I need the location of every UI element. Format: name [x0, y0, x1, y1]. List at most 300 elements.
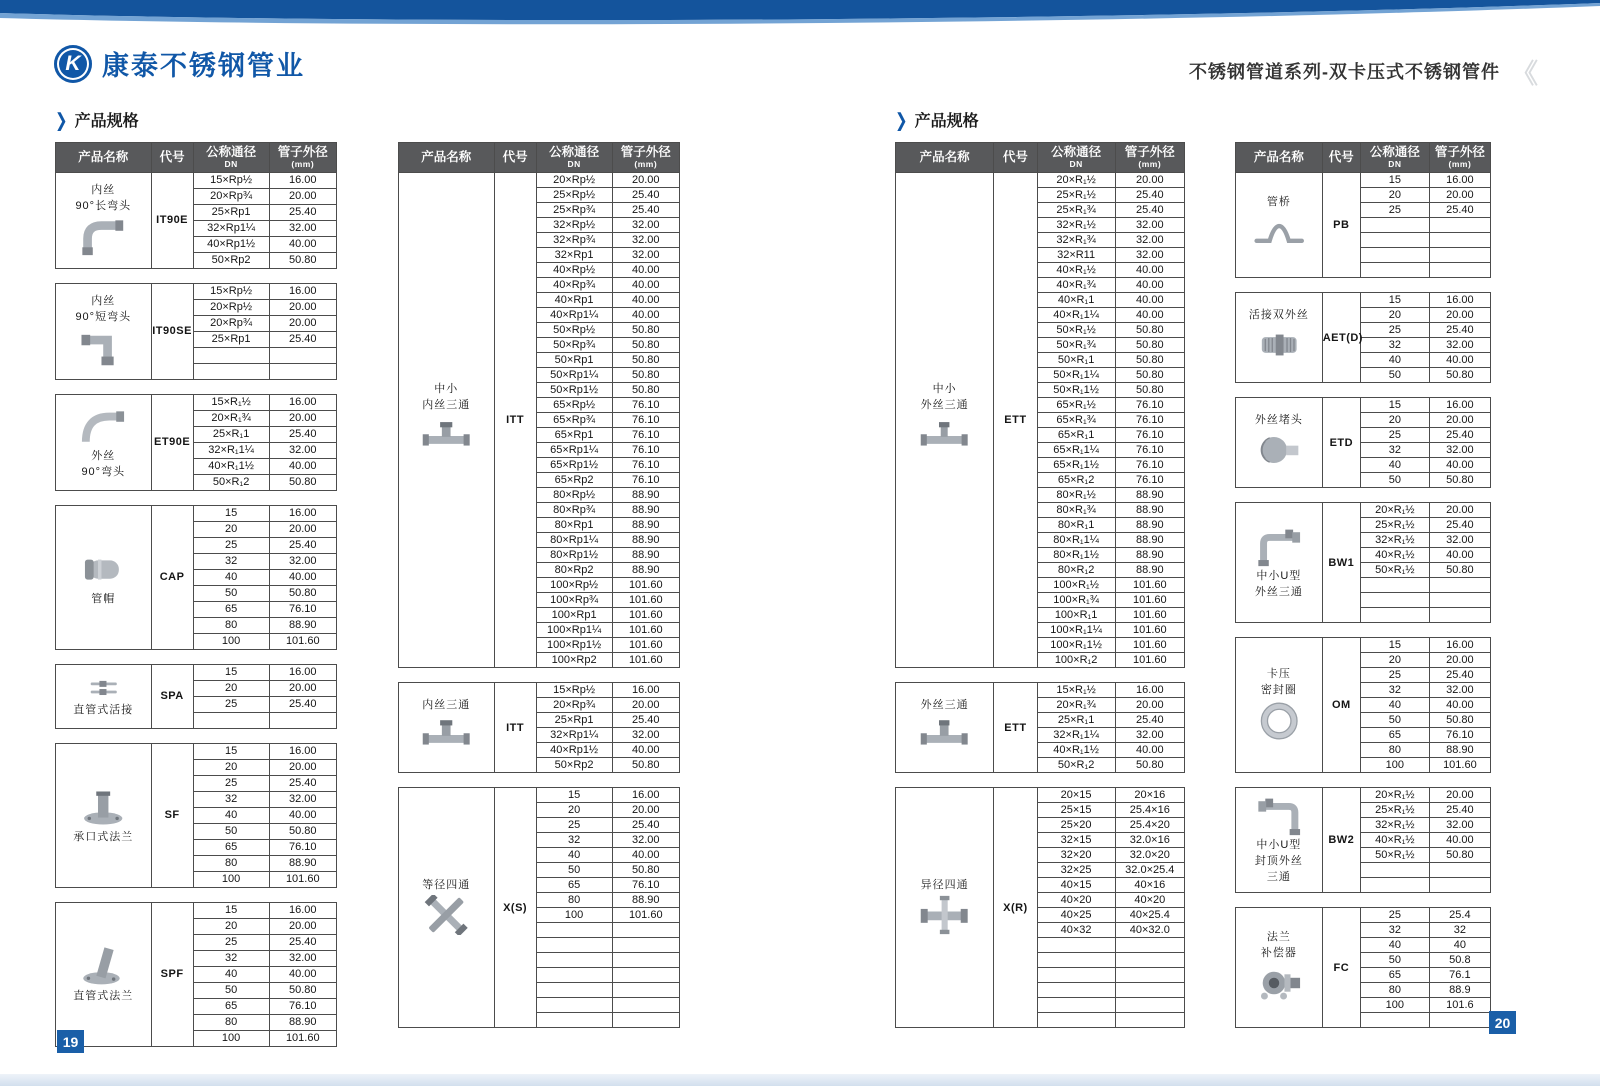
product-code: BW1: [1322, 503, 1360, 623]
dn-value: 65×R₁1¼: [1037, 443, 1115, 458]
dn-value: 25×R₁1: [193, 427, 269, 443]
flange-compensator-icon: [1236, 963, 1322, 1003]
od-value: 16.00: [1429, 173, 1490, 188]
od-value: 40.00: [1429, 353, 1490, 368]
spec-row: [896, 788, 1185, 803]
spec-table-bw2: [1235, 787, 1491, 893]
dn-value: 40×R₁½: [1037, 263, 1115, 278]
product-name: 管桥: [1266, 196, 1291, 209]
od-value: 40: [1429, 938, 1490, 953]
product-name: 管帽: [91, 592, 116, 605]
product-name: 等径四通: [422, 878, 471, 891]
spec-table-cap: [55, 505, 337, 650]
od-value: 88.90: [1115, 548, 1184, 563]
dn-value: 40: [1360, 353, 1429, 368]
dn-value: 65: [536, 878, 612, 893]
od-value: 50.80: [1115, 353, 1184, 368]
elbow-90-ext-icon: [56, 407, 151, 447]
dn-value: 65×Rp2: [536, 473, 612, 488]
spec-row: [1236, 293, 1491, 308]
od-value-empty: [1429, 863, 1490, 878]
dn-value: 100: [1360, 998, 1429, 1013]
od-value: 20.00: [612, 803, 679, 818]
od-value: 20.00: [1429, 188, 1490, 203]
od-value: 25.4×20: [1115, 818, 1184, 833]
dn-value: 25: [1360, 203, 1429, 218]
product-name-cell: [56, 506, 152, 650]
product-code: ETT: [994, 683, 1037, 773]
od-value: 20.00: [269, 919, 336, 935]
od-value: 50.80: [269, 983, 336, 999]
dn-value-empty: [193, 364, 269, 380]
dn-value-empty: [1360, 578, 1429, 593]
dn-value: 100×R₁½: [1037, 578, 1115, 593]
od-value: 101.60: [1115, 608, 1184, 623]
od-value: 25.40: [269, 538, 336, 554]
od-value: 40.00: [1115, 278, 1184, 293]
od-value: 40×25.4: [1115, 908, 1184, 923]
chevron-right-icon: ❯: [55, 109, 68, 131]
dn-value: 32: [1360, 923, 1429, 938]
dn-value-empty: [1037, 938, 1115, 953]
dn-value: 65×R₁1: [1037, 428, 1115, 443]
od-value: 76.10: [612, 473, 679, 488]
dn-value-empty: [193, 348, 269, 364]
dn-value: 20×Rp¾: [193, 316, 269, 332]
spec-column-3: [895, 142, 1185, 1042]
od-value: 101.60: [612, 593, 679, 608]
od-value: 20×16: [1115, 788, 1184, 803]
col-header-code: 代号: [494, 143, 536, 173]
spec-table-pb: [1235, 142, 1491, 278]
dn-value: 80: [193, 856, 269, 872]
dn-value-empty: [1360, 263, 1429, 278]
product-code: IT90E: [151, 173, 193, 269]
dn-value: 15: [1360, 638, 1429, 653]
dn-value: 50×Rp½: [536, 323, 612, 338]
table-header-row: [896, 143, 1185, 173]
od-value: 101.60: [612, 908, 679, 923]
dn-value: 20: [193, 760, 269, 776]
od-value-empty: [1429, 1013, 1490, 1028]
dn-value-empty: [1360, 863, 1429, 878]
dn-value: 80: [193, 1015, 269, 1031]
dn-value: 15: [1360, 398, 1429, 413]
col-header-od: 管子外径 (mm): [269, 143, 336, 173]
product-name-cell: [1236, 908, 1323, 1028]
spec-table-aetd: [1235, 292, 1491, 383]
dn-value: 80×Rp¾: [536, 503, 612, 518]
dn-value-empty: [536, 953, 612, 968]
od-value: 25.40: [1115, 203, 1184, 218]
od-value: 32.00: [612, 728, 679, 743]
dn-value: 50×R₁1¼: [1037, 368, 1115, 383]
dn-value: 25×R₁¾: [1037, 203, 1115, 218]
od-value: 25.40: [269, 427, 336, 443]
bottom-band: [0, 1074, 1600, 1086]
od-value: 50.80: [1429, 368, 1490, 383]
dn-value: 80: [1360, 983, 1429, 998]
dn-value: 15: [1360, 293, 1429, 308]
od-value: 32.00: [1429, 683, 1490, 698]
reducing-cross-icon: [896, 895, 993, 935]
product-name: 内丝 90°长弯头: [75, 183, 132, 212]
dn-value: 32: [193, 792, 269, 808]
od-value: 76.10: [612, 443, 679, 458]
od-value: 16.00: [1115, 683, 1184, 698]
tee-ext-icon: [896, 715, 993, 755]
dn-value: 100×Rp1½: [536, 638, 612, 653]
od-value: 20.00: [269, 411, 336, 427]
od-value: 16.00: [1429, 398, 1490, 413]
od-value: 20.00: [1115, 173, 1184, 188]
table-header-row: [56, 143, 337, 173]
od-value: 76.10: [612, 413, 679, 428]
product-code: FC: [1322, 908, 1360, 1028]
od-value: 50.8: [1429, 953, 1490, 968]
od-value: 101.60: [1115, 623, 1184, 638]
dn-value-empty: [1037, 1013, 1115, 1028]
product-code: ETT: [994, 173, 1037, 668]
dn-value: 40: [536, 848, 612, 863]
dn-value: 15: [193, 903, 269, 919]
od-value-empty: [1115, 968, 1184, 983]
dn-value: 40: [1360, 458, 1429, 473]
dn-value: 25: [1360, 323, 1429, 338]
od-value: 40.00: [1115, 308, 1184, 323]
dn-value: 25: [1360, 668, 1429, 683]
product-name-cell: [399, 788, 495, 1028]
od-value: 88.90: [612, 548, 679, 563]
product-code: X(R): [994, 788, 1037, 1028]
od-value: 50.80: [1429, 848, 1490, 863]
page-number-right: 20: [1489, 1011, 1516, 1034]
dn-value: 32: [1360, 443, 1429, 458]
od-value: 50.80: [1429, 713, 1490, 728]
dn-value: 65×Rp¾: [536, 413, 612, 428]
od-value: 40.00: [1429, 698, 1490, 713]
col-header-product-name: 产品名称: [399, 143, 495, 173]
dn-value: 50: [1360, 473, 1429, 488]
od-value-empty: [269, 364, 336, 380]
dn-value: 25: [1360, 908, 1429, 923]
od-value: 50.80: [612, 383, 679, 398]
od-value: 32.00: [1115, 728, 1184, 743]
product-name: 外丝堵头: [1254, 413, 1303, 426]
dn-value: 80×R₁½: [1037, 488, 1115, 503]
dn-value: 100: [193, 872, 269, 888]
product-code: PB: [1322, 173, 1360, 278]
od-value: 88.90: [269, 1015, 336, 1031]
dn-value: 25×Rp¾: [536, 203, 612, 218]
dn-value: 40×Rp½: [536, 263, 612, 278]
dn-value: 40×Rp¾: [536, 278, 612, 293]
od-value: 32.00: [612, 233, 679, 248]
dn-value: 25×Rp1: [193, 205, 269, 221]
dn-value: 20×R₁½: [1037, 173, 1115, 188]
dn-value: 25: [193, 776, 269, 792]
product-name-cell: [56, 173, 152, 269]
dn-value: 15: [536, 788, 612, 803]
od-value: 32.0×16: [1115, 833, 1184, 848]
od-value: 101.60: [1115, 638, 1184, 653]
straight-union-icon: [56, 676, 151, 701]
od-value: 32.00: [269, 792, 336, 808]
dn-value: 32×R₁½: [1037, 218, 1115, 233]
od-value: 88.90: [1115, 503, 1184, 518]
dn-value: 15×Rp½: [193, 284, 269, 300]
od-value: 32.00: [1429, 533, 1490, 548]
od-value: 32.00: [1429, 338, 1490, 353]
dn-value: 65: [193, 840, 269, 856]
od-value: 76.10: [1115, 428, 1184, 443]
dn-value: 15×Rp½: [536, 683, 612, 698]
od-value: 88.90: [1115, 488, 1184, 503]
spec-row: [1236, 398, 1491, 413]
dn-value-empty: [1360, 233, 1429, 248]
dn-value: 65: [193, 999, 269, 1015]
brand-header: [54, 44, 305, 83]
dn-value: 25: [193, 538, 269, 554]
spec-table-et90e: [55, 394, 337, 491]
od-value: 16.00: [1429, 293, 1490, 308]
od-value: 50.80: [269, 475, 336, 491]
dn-value: 40×R₁¾: [1037, 278, 1115, 293]
dn-value: 50×Rp2: [536, 758, 612, 773]
od-value: 32.00: [612, 833, 679, 848]
od-value: 20.00: [269, 316, 336, 332]
dn-value: 20×R₁½: [1360, 503, 1429, 518]
od-value: 88.90: [612, 518, 679, 533]
od-value: 76.10: [612, 458, 679, 473]
dn-value: 50: [193, 586, 269, 602]
section-title-text: 产品规格: [74, 113, 139, 130]
od-value: 101.60: [1115, 653, 1184, 668]
product-name: 中小 内丝三通: [422, 383, 471, 411]
dn-value: 80: [536, 893, 612, 908]
dn-value: 32×Rp1¼: [536, 728, 612, 743]
double-angle-icon: 《: [1511, 59, 1538, 89]
od-value: 20.00: [612, 173, 679, 188]
od-value: 32.00: [269, 443, 336, 459]
product-name-cell: [399, 173, 495, 668]
dn-value: 65×Rp½: [536, 398, 612, 413]
od-value: 50.80: [612, 368, 679, 383]
dn-value: 40×R₁1½: [1037, 743, 1115, 758]
od-value: 25.4×16: [1115, 803, 1184, 818]
product-code: ET90E: [151, 395, 193, 491]
dn-value-empty: [1037, 983, 1115, 998]
od-value: 32: [1429, 923, 1490, 938]
od-value: 25.40: [1115, 713, 1184, 728]
product-name-cell: [56, 665, 152, 729]
dn-value: 65×Rp1½: [536, 458, 612, 473]
dn-value: 100×R₁2: [1037, 653, 1115, 668]
dn-value: 20: [1360, 413, 1429, 428]
dn-value: 15×R₁½: [1037, 683, 1115, 698]
dn-value: 100: [536, 908, 612, 923]
od-value: 76.10: [1115, 413, 1184, 428]
od-value-empty: [269, 713, 336, 729]
dn-value: 100×Rp1: [536, 608, 612, 623]
od-value: 50.80: [612, 863, 679, 878]
dn-value: 80×Rp2: [536, 563, 612, 578]
product-code: SF: [151, 744, 193, 888]
od-value: 76.10: [269, 999, 336, 1015]
od-value: 16.00: [269, 173, 336, 189]
od-value: 20.00: [1429, 503, 1490, 518]
od-value: 50.80: [269, 253, 336, 269]
od-value: 40.00: [612, 848, 679, 863]
od-value: 101.60: [612, 623, 679, 638]
dn-value: 32×R₁½: [1360, 533, 1429, 548]
product-name-cell: [56, 395, 152, 491]
tee-mid-ext-icon: [896, 416, 993, 456]
product-name: 异径四通: [920, 878, 969, 891]
col-header-dn: 公称通径 DN: [1037, 143, 1115, 173]
dn-value: 80: [193, 618, 269, 634]
product-name-cell: [896, 173, 994, 668]
dn-value-empty: [1037, 998, 1115, 1013]
od-value: 40×16: [1115, 878, 1184, 893]
od-value: 101.60: [269, 872, 336, 888]
section-title-text: 产品规格: [914, 113, 979, 130]
product-name-cell: [1236, 398, 1323, 488]
dn-value-empty: [536, 968, 612, 983]
od-value: 40.00: [1429, 833, 1490, 848]
col-header-dn: 公称通径 DN: [536, 143, 612, 173]
dn-value: 40×15: [1037, 878, 1115, 893]
dn-value: 15: [193, 744, 269, 760]
dn-value: 40×Rp1¼: [536, 308, 612, 323]
od-value: 25.40: [1429, 203, 1490, 218]
dn-value: 20×15: [1037, 788, 1115, 803]
dn-value-empty: [536, 1013, 612, 1028]
dn-value-empty: [536, 983, 612, 998]
od-value-empty: [1429, 608, 1490, 623]
od-value: 101.60: [612, 638, 679, 653]
od-value: 40.00: [1115, 743, 1184, 758]
od-value: 20.00: [1429, 413, 1490, 428]
dn-value: 32: [1360, 338, 1429, 353]
product-name: 中小 外丝三通: [920, 383, 969, 411]
product-code: ITT: [494, 173, 536, 668]
dn-value: 40×R₁½: [1360, 833, 1429, 848]
dn-value: 20×R₁¾: [1037, 698, 1115, 713]
dn-value: 100×R₁1½: [1037, 638, 1115, 653]
col-header-product-name: 产品名称: [56, 143, 152, 173]
od-value: 25.40: [269, 776, 336, 792]
od-value: 25.40: [612, 818, 679, 833]
od-value-empty: [1115, 953, 1184, 968]
dn-value: 20: [536, 803, 612, 818]
spec-row: [1236, 638, 1491, 653]
od-value: 16.00: [269, 744, 336, 760]
tee-int-icon: [399, 715, 494, 755]
od-value: 25.40: [612, 188, 679, 203]
product-name-cell: [56, 284, 152, 380]
od-value: 88.9: [1429, 983, 1490, 998]
dn-value: 50×R₁2: [1037, 758, 1115, 773]
od-value: 88.90: [1115, 533, 1184, 548]
od-value: 16.00: [269, 506, 336, 522]
od-value: 50.80: [1115, 758, 1184, 773]
dn-value-empty: [536, 923, 612, 938]
spec-table-spf: [55, 902, 337, 1047]
dn-value: 40: [1360, 938, 1429, 953]
col-header-od: 管子外径 (mm): [612, 143, 679, 173]
dn-value: 20: [193, 919, 269, 935]
od-value: 16.00: [1429, 638, 1490, 653]
dn-value: 80×Rp1: [536, 518, 612, 533]
dn-value: 20: [1360, 653, 1429, 668]
dn-value: 32×20: [1037, 848, 1115, 863]
od-value: 32.00: [1115, 218, 1184, 233]
brand-logo-icon: K: [54, 45, 92, 83]
dn-value: 40×R₁1½: [193, 459, 269, 475]
product-name: 内丝三通: [422, 698, 471, 711]
spec-row: [56, 173, 337, 189]
dn-value-empty: [536, 938, 612, 953]
product-name: 内丝 90°短弯头: [75, 294, 132, 323]
od-value: 20.00: [269, 681, 336, 697]
spec-table-it90se: [55, 283, 337, 380]
od-value-empty: [612, 1013, 679, 1028]
od-value: 50.80: [612, 758, 679, 773]
dn-value: 25: [1360, 428, 1429, 443]
od-value: 76.10: [1115, 473, 1184, 488]
od-value: 40.00: [1429, 458, 1490, 473]
od-value: 16.00: [269, 665, 336, 681]
od-value: 76.10: [1115, 458, 1184, 473]
dn-value: 15×R₁½: [193, 395, 269, 411]
dn-value: 80×R₁2: [1037, 563, 1115, 578]
product-code: X(S): [494, 788, 536, 1028]
series-title: 不锈钢管道系列-双卡压式不锈钢管件: [1189, 62, 1500, 82]
col-header-code: 代号: [994, 143, 1037, 173]
od-value-empty: [1115, 938, 1184, 953]
od-value: 40×20: [1115, 893, 1184, 908]
dn-value-empty: [1360, 878, 1429, 893]
dn-value: 65: [1360, 728, 1429, 743]
dn-value: 20×R₁¾: [193, 411, 269, 427]
od-value-empty: [612, 998, 679, 1013]
product-code: CAP: [151, 506, 193, 650]
od-value: 25.40: [1429, 428, 1490, 443]
dn-value: 50: [193, 824, 269, 840]
dn-value: 80×R₁1½: [1037, 548, 1115, 563]
dn-value: 65: [193, 602, 269, 618]
od-value: 50.80: [1115, 383, 1184, 398]
od-value: 25.40: [612, 203, 679, 218]
dn-value: 50×R₁1½: [1037, 383, 1115, 398]
spec-table-etd: [1235, 397, 1491, 488]
od-value: 88.90: [1429, 743, 1490, 758]
od-value: 76.1: [1429, 968, 1490, 983]
spec-column-4: [1235, 142, 1491, 1042]
product-code: SPF: [151, 903, 193, 1047]
od-value: 40.00: [612, 743, 679, 758]
od-value: 32.00: [612, 248, 679, 263]
dn-value: 20: [1360, 188, 1429, 203]
spec-row: [56, 395, 337, 411]
dn-value: 65: [1360, 968, 1429, 983]
od-value: 76.10: [269, 840, 336, 856]
dn-value: 25×R₁½: [1037, 188, 1115, 203]
dn-value: 15: [193, 506, 269, 522]
spec-row: [896, 683, 1185, 698]
od-value: 101.60: [1115, 593, 1184, 608]
